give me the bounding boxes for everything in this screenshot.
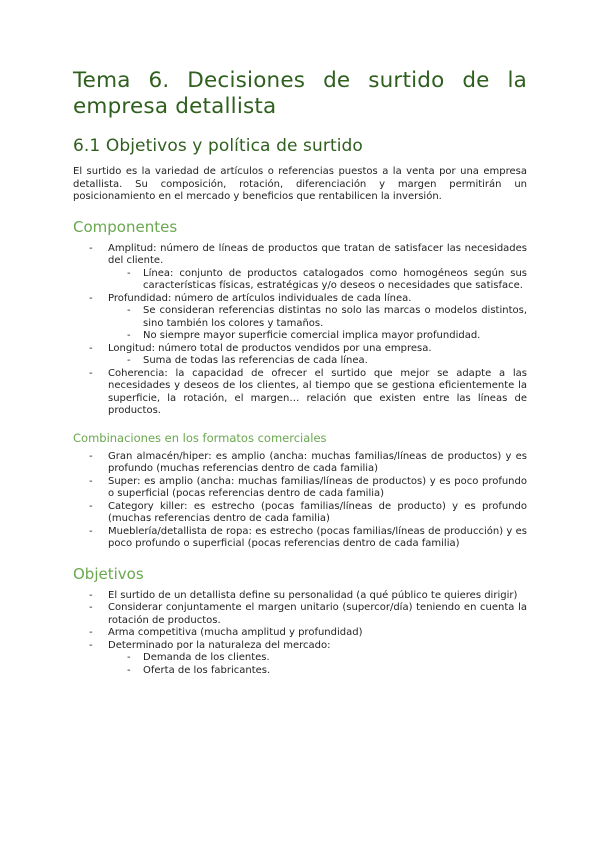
section-heading-objetivos-politica: 6.1 Objetivos y política de surtido — [73, 136, 363, 156]
sublist-item: - Oferta de los fabricantes. — [108, 665, 527, 678]
list-item-personalidad — [73, 590, 527, 603]
list-item-super: - Super: es amplio (ancha: muchas familias/líneas de productos) y es poco profundo o superficial (pocas referencias dentro de cada familia) — [73, 476, 527, 501]
document-title: Tema 6. Decisiones de surtido de la empresa detallista — [73, 68, 527, 119]
list-item-arma-competitiva — [73, 627, 527, 640]
sublist — [108, 355, 527, 368]
list-item-text: El surtido de un detallista define su personalidad (a qué público te quieres dirigir) — [108, 589, 518, 601]
list-item-amplitud — [73, 243, 527, 293]
sublist — [108, 268, 527, 293]
list-item-coherencia — [73, 368, 527, 418]
sublist-item: - Suma de todas las referencias de cada línea. — [108, 355, 527, 368]
list-item-text: Amplitud: número de líneas de productos que tratan de satisfacer las necesidades del cliente. — [108, 242, 527, 266]
subheading-objetivos: Objetivos — [73, 564, 144, 583]
list-item-naturaleza-mercado — [73, 640, 527, 678]
list-item-text: Coherencia: la capacidad de ofrecer el surtido que mejor se adapte a las necesidades y deseos de los clientes, al tiempo que se gestiona eficientemente la superficie, la rotación, el margen… relación que existen entre las líneas de productos. — [108, 367, 527, 416]
document-page — [73, 68, 527, 677]
list-item-text: Longitud: número total de productos vendidos por una empresa. — [108, 342, 432, 354]
objetivos-list — [73, 590, 527, 678]
intro-paragraph: El surtido es la variedad de artículos o referencias puestos a la venta por una empresa detallista. Su composición, rotación, diferenciación y margen permitirán un posicionamiento en el mercado y beneficios que rentabilicen la inversión. — [73, 166, 527, 202]
sublist-item: - Demanda de los clientes. — [108, 652, 527, 665]
subheading-componentes: Componentes — [73, 217, 178, 236]
sublist — [108, 305, 527, 343]
sublist — [108, 652, 527, 677]
sublist-item: - Línea: conjunto de productos catalogados como homogéneos según sus características físicas, estratégicas y/o deseos o necesidades que satisface. — [108, 268, 527, 293]
list-item-text: Considerar conjuntamente el margen unitario (supercor/día) teniendo en cuenta la rotación de productos. — [108, 602, 527, 626]
list-item-margen — [73, 602, 527, 627]
list-item-profundidad — [73, 293, 527, 343]
list-item-category-killer: - Category killer: es estrecho (pocas familias/líneas de producto) y es profundo (muchas referencias dentro de cada familia) — [73, 501, 527, 526]
sublist-item: - Se consideran referencias distintas no solo las marcas o modelos distintos, sino también los colores y tamaños. — [108, 305, 527, 330]
list-item-muebleria: - Mueblería/detallista de ropa: es estrecho (pocas familias/líneas de producción) y es poco profundo o superficial (pocas referencias dentro de cada familia) — [73, 526, 527, 551]
subheading-combinaciones: Combinaciones en los formatos comerciales — [73, 430, 327, 445]
list-item-text: Determinado por la naturaleza del mercado: — [108, 639, 331, 651]
list-item-longitud — [73, 343, 527, 368]
combinaciones-list — [73, 451, 527, 551]
componentes-list — [73, 243, 527, 418]
list-item-text: Arma competitiva (mucha amplitud y profundidad) — [108, 627, 363, 638]
sublist-item: - No siempre mayor superficie comercial implica mayor profundidad. — [108, 330, 527, 343]
list-item-gran-almacen: - Gran almacén/hiper: es amplio (ancha: muchas familias/líneas de productos) y es profundo (muchas referencias dentro de cada familia) — [73, 451, 527, 476]
list-item-text: Profundidad: número de artículos individuales de cada línea. — [108, 292, 412, 304]
